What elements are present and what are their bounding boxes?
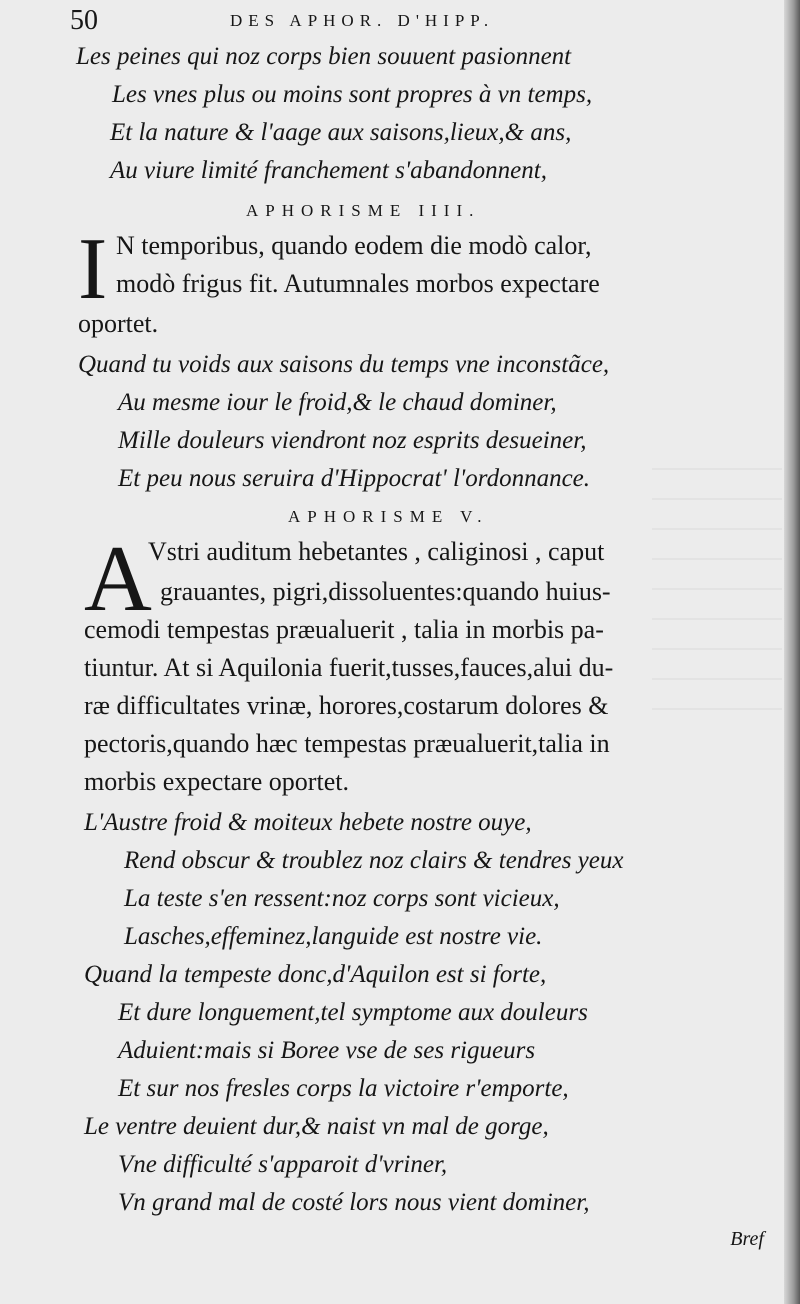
verse-line: Quand la tempeste donc,d'Aquilon est si forte, <box>84 961 547 988</box>
verse-line: Vn grand mal de costé lors nous vient dominer, <box>118 1189 590 1216</box>
verse-line: Aduient:mais si Boree vse de ses rigueurs <box>118 1037 536 1064</box>
latin-line: grauantes, pigri,dissoluentes:quando huius- <box>160 577 611 606</box>
catchword: Bref <box>730 1228 764 1250</box>
verse-line: Les vnes plus ou moins sont propres à vn temps, <box>112 81 593 108</box>
page-number: 50 <box>70 5 98 36</box>
latin-line: pectoris,quando hæc tempestas præualuerit,talia in <box>84 729 610 758</box>
verse-line: Au mesme iour le froid,& le chaud dominer, <box>118 389 557 416</box>
verse-line: Le ventre deuient dur,& naist vn mal de gorge, <box>84 1113 549 1140</box>
verse-line: Et la nature & l'aage aux saisons,lieux,& ans, <box>110 119 572 146</box>
running-head: DES APHOR. D'HIPP. <box>230 11 495 30</box>
drop-cap: A <box>84 527 152 631</box>
show-through-shadow <box>652 460 782 710</box>
latin-line: cemodi tempestas præualuerit , talia in morbis pa- <box>84 615 604 644</box>
latin-line: oportet. <box>78 309 159 338</box>
verse-line: Et sur nos fresles corps la victoire r'emporte, <box>118 1075 569 1102</box>
verse-line: Et peu nous seruira d'Hippocrat' l'ordonnance. <box>118 465 591 492</box>
aphorism-4-heading: APHORISME IIII. <box>246 201 481 220</box>
verse-line: Rend obscur & troublez noz clairs & tendres yeux <box>124 847 624 874</box>
drop-cap: I <box>78 221 108 318</box>
verse-line: Mille douleurs viendront noz esprits desueiner, <box>118 427 587 454</box>
verse-line: Lasches,effeminez,languide est nostre vie. <box>124 923 543 950</box>
aphorism-5-heading: APHORISME V. <box>288 507 489 526</box>
verse-line: Quand tu voids aux saisons du temps vne inconstãce, <box>78 351 610 378</box>
verse-line: Vne difficulté s'apparoit d'vriner, <box>118 1151 448 1178</box>
latin-line: morbis expectare oportet. <box>84 767 349 796</box>
latin-line: modò frigus fit. Autumnales morbos expectare <box>116 269 600 298</box>
page-header <box>70 6 630 36</box>
latin-line: N temporibus, quando eodem die modò calor, <box>116 231 592 260</box>
latin-line: ræ difficultates vrinæ, horores,costarum dolores & <box>84 691 609 720</box>
verse-line: Au viure limité franchement s'abandonnent, <box>110 157 547 184</box>
latin-line: Vstri auditum hebetantes , caliginosi , caput <box>148 537 605 566</box>
verse-line: Et dure longuement,tel symptome aux douleurs <box>118 999 588 1026</box>
verse-line: Les peines qui noz corps bien souuent pasionnent <box>76 43 572 70</box>
verse-line: La teste s'en ressent:noz corps sont vicieux, <box>124 885 560 912</box>
verse-line: L'Austre froid & moiteux hebete nostre ouye, <box>84 809 532 836</box>
latin-line: tiuntur. At si Aquilonia fuerit,tusses,fauces,alui du- <box>84 653 614 682</box>
page-gutter-edge <box>784 0 800 1304</box>
